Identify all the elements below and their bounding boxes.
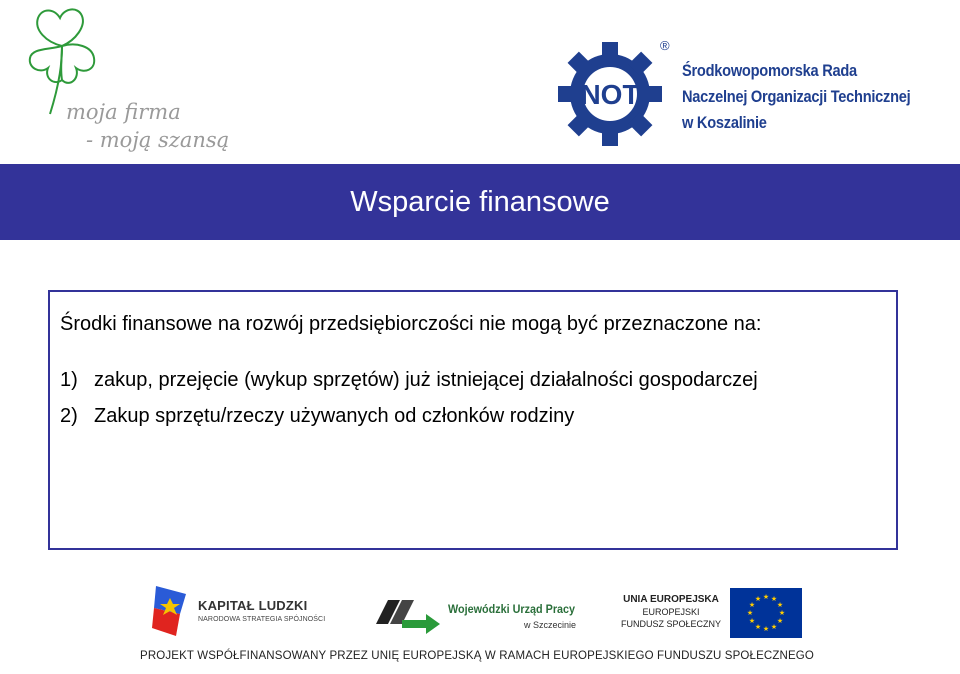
registered-mark: ® (660, 38, 670, 53)
eu-flag-icon (730, 588, 802, 638)
list-item (60, 402, 886, 430)
intro-paragraph: Środki finansowe na rozwój przedsiębiorczości nie mogą być przeznaczone na: (60, 313, 762, 335)
list-item-number: 1) (60, 369, 78, 391)
svg-text:★: ★ (770, 595, 778, 603)
list-item-text: Zakup sprzętu/rzeczy używanych od członków rodziny (94, 405, 575, 427)
kapital-ludzki-subtitle: NARODOWA STRATEGIA SPÓJNOŚCI (198, 616, 326, 623)
restriction-list (60, 366, 886, 430)
not-logo (556, 38, 916, 154)
svg-text:★: ★ (778, 609, 786, 617)
wup-subtitle: w Szczecinie (524, 620, 577, 630)
svg-text:★: ★ (748, 617, 756, 625)
eu-line-1: UNIA EUROPEJSKA (623, 594, 719, 605)
eu-logo (618, 588, 808, 644)
svg-text:★: ★ (748, 601, 756, 609)
svg-text:★: ★ (754, 595, 762, 603)
eu-line-2: EUROPEJSKI (642, 607, 700, 617)
not-mark-text: NOT (580, 79, 640, 110)
list-item-number: 2) (60, 405, 78, 427)
wup-mark-icon (374, 594, 442, 636)
not-line-3: w Koszalinie (682, 113, 767, 132)
project-cofinancing-note: PROJEKT WSPÓŁFINANSOWANY PRZEZ UNIĘ EUROPEJSKĄ W RAMACH EUROPEJSKIEGO FUNDUSZU SPOŁECZNEGO (140, 650, 814, 662)
list-item-text: zakup, przejęcie (wykup sprzętów) już istniejącej działalności gospodarczej (94, 369, 758, 391)
svg-text:★: ★ (762, 625, 770, 633)
wup-logo (374, 590, 584, 640)
eu-text (618, 594, 724, 630)
kapital-ludzki-title: KAPITAŁ LUDZKI (198, 598, 308, 613)
logo-line-1: moja firma (66, 100, 181, 124)
footer-logos (0, 580, 960, 650)
logo-line-2: - moją szansą (86, 128, 230, 152)
wup-title: Wojewódzki Urząd Pracy (448, 602, 576, 616)
moja-firma-logo (18, 2, 258, 162)
kapital-ludzki-logo (150, 580, 350, 642)
not-line-2: Naczelnej Organizacji Technicznej (682, 87, 911, 106)
svg-text:★: ★ (776, 617, 784, 625)
moja-firma-text (66, 98, 229, 154)
slide-title: Wsparcie finansowe (350, 185, 610, 218)
svg-text:★: ★ (746, 609, 754, 617)
svg-text:★: ★ (776, 601, 784, 609)
list-item (60, 366, 886, 394)
kapital-ludzki-flag-icon (150, 584, 190, 638)
svg-text:★: ★ (754, 623, 762, 631)
eu-line-3: FUNDUSZ SPOŁECZNY (620, 619, 721, 629)
svg-text:★: ★ (762, 593, 770, 601)
not-organization-name (682, 58, 910, 136)
title-banner (0, 164, 960, 240)
svg-text:★: ★ (770, 623, 778, 631)
content-box (48, 290, 898, 550)
gear-icon (556, 40, 664, 148)
not-line-1: Środkowopomorska Rada (682, 61, 857, 80)
